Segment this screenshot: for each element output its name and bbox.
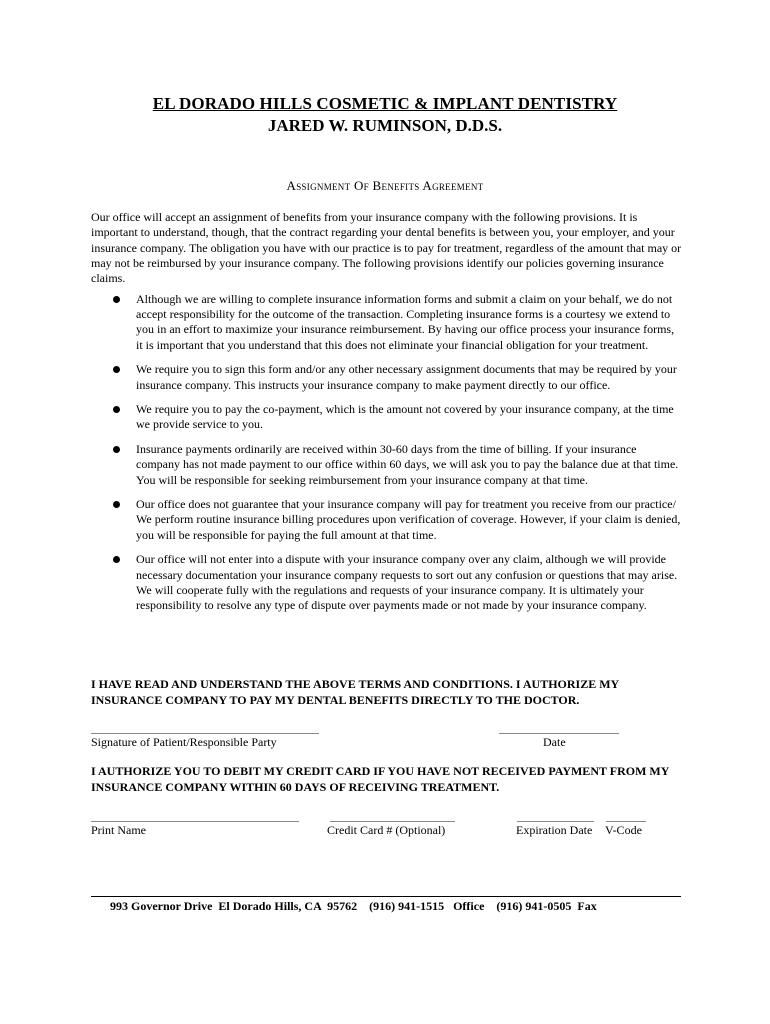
bullet-icon [113, 296, 120, 303]
footer-divider [91, 896, 681, 897]
v-code-label: V-Code [605, 823, 642, 837]
provision-text: Our office does not guarantee that your insurance company will pay for treatment you receive from our practice/ We perform routine insurance billing procedures upon verification of coverage. However, if your claim is denied, you will be responsible for paying the full amount at that time. [136, 497, 681, 542]
list-item [91, 442, 683, 488]
provisions-list [91, 292, 683, 623]
date-label: Date [543, 735, 566, 749]
print-name-label: Print Name [91, 823, 146, 837]
form-title: Assignment Of Benefits Agreement [286, 178, 484, 193]
bullet-icon [113, 501, 120, 508]
credit-card-line[interactable] [330, 821, 455, 822]
credit-card-label: Credit Card # (Optional) [327, 823, 446, 837]
footer-office-phone: (916) 941-1515 Office [369, 899, 485, 913]
footer-fax: (916) 941-0505 Fax [496, 899, 597, 913]
authorization-statement: I HAVE READ AND UNDERSTAND THE ABOVE TERMS AND CONDITIONS. I AUTHORIZE MY INSURANCE COMPANY TO PAY MY DENTAL BENEFITS DIRECTLY TO THE DOCTOR. [91, 677, 619, 707]
expiration-date-line[interactable] [517, 821, 594, 822]
bullet-icon [113, 406, 120, 413]
provision-text: We require you to sign this form and/or any other necessary assignment documents that may be required by your insurance company. This instructs your insurance company to make payment directly to our office. [136, 362, 677, 392]
bullet-icon [113, 556, 120, 563]
list-item [91, 362, 683, 392]
credit-card-statement: I AUTHORIZE YOU TO DEBIT MY CREDIT CARD IF YOU HAVE NOT RECEIVED PAYMENT FROM MY INSURANCE COMPANY WITHIN 60 DAYS OF RECEIVING TREATMENT. [91, 764, 669, 794]
provision-text: Insurance payments ordinarily are received within 30-60 days from the time of billing. If your insurance company has not made payment to our office within 60 days, we will ask you to pay the balance due at that time. You will be responsible for seeking reimbursement from your insurance company at that time. [136, 442, 679, 487]
footer-address: 993 Governor Drive El Dorado Hills, CA 95762 [110, 899, 358, 913]
provision-text: We require you to pay the co-payment, which is the amount not covered by your insurance company, at the time we provide service to you. [136, 402, 674, 432]
list-item [91, 552, 683, 613]
signature-line[interactable] [91, 733, 319, 734]
provision-text: Although we are willing to complete insurance information forms and submit a claim on your behalf, we do not accept responsibility for the outcome of the transaction. Completing insurance forms is a courtesy we extend to you in an effort to maximize your insurance reimbursement. By having our office process your insurance forms, it is important that you understand that this does not eliminate your financial obligation for your treatment. [136, 292, 675, 352]
list-item [91, 292, 683, 353]
list-item [91, 402, 683, 432]
date-line[interactable] [499, 733, 619, 734]
provision-text: Our office will not enter into a dispute with your insurance company over any claim, although we will provide necessary documentation your insurance company requests to sort out any confusion or questions that may arise. We will cooperate fully with the regulations and requests of your insurance company. It is ultimately your responsibility to resolve any type of dispute over payments made or not made by your insurance company. [136, 552, 678, 612]
bullet-icon [113, 366, 120, 373]
signature-label: Signature of Patient/Responsible Party [91, 735, 277, 749]
footer-contact [110, 899, 597, 914]
intro-paragraph: Our office will accept an assignment of benefits from your insurance company with the following provisions. It is important to understand, though, that the contract regarding your dental benefits is between you, your employer, and your insurance company. The obligation you have with our practice is to pay for treatment, regardless of the amount that may or may not be reimbursed by your insurance company. The following provisions identify our policies governing insurance claims. [91, 210, 682, 286]
doctor-name: JARED W. RUMINSON, D.D.S. [267, 116, 503, 135]
expiration-date-label: Expiration Date [516, 823, 593, 837]
v-code-line[interactable] [606, 821, 646, 822]
practice-name: EL DORADO HILLS COSMETIC & IMPLANT DENTISTRY [152, 94, 618, 113]
list-item [91, 497, 683, 543]
bullet-icon [113, 446, 120, 453]
print-name-line[interactable] [91, 821, 299, 822]
